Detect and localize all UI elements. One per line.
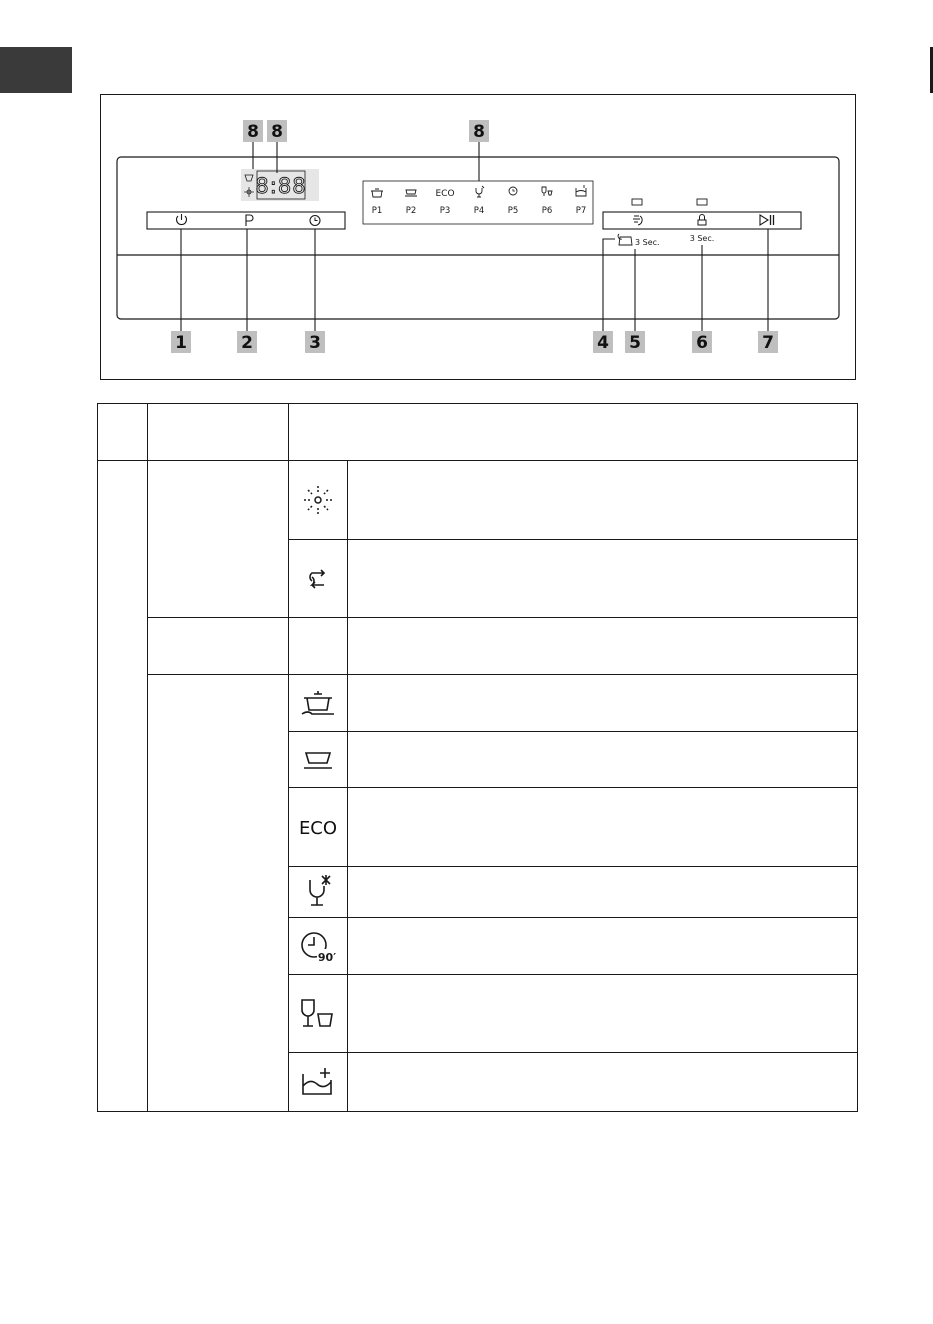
group-cell-programs (148, 675, 289, 1112)
header-cell-number (98, 404, 148, 461)
table-row (98, 675, 858, 732)
basin-sparkle-icon (576, 185, 586, 196)
glass-icon (300, 872, 336, 912)
pot-icon (298, 686, 338, 720)
control-panel-figure (100, 94, 856, 380)
clock-90-icon (298, 927, 338, 965)
program-label-p5: P5 (507, 206, 519, 216)
description-cell (348, 732, 858, 788)
group-cell-display (148, 618, 289, 675)
icon-cell (289, 461, 348, 540)
half-load-icon[interactable] (633, 216, 642, 225)
legend-table (97, 403, 858, 1112)
icon-cell (289, 918, 348, 975)
combo-reset-icon (618, 234, 632, 245)
clock-90-icon (509, 187, 517, 195)
callout-2: 2 (241, 333, 253, 353)
description-cell (348, 618, 858, 675)
leader-4 (603, 239, 615, 331)
eco-icon (296, 812, 340, 842)
icon-cell (289, 1053, 348, 1112)
program-icon[interactable] (246, 215, 253, 226)
callout-8b: 8 (271, 122, 283, 142)
callout-1: 1 (175, 333, 187, 353)
callout-8a: 8 (247, 122, 259, 142)
icon-cell (289, 732, 348, 788)
program-label-p4: P4 (473, 206, 485, 216)
program-label-p1: P1 (371, 206, 383, 216)
number-cell (98, 461, 148, 1112)
glass-cup-icon (542, 187, 552, 196)
icon-cell (289, 975, 348, 1053)
header-cell-description (289, 404, 858, 461)
program-selector-box (363, 181, 593, 224)
icon-cell (289, 867, 348, 918)
eco-label: ECO (298, 818, 338, 839)
salt-indicator-icon (300, 561, 336, 597)
program-label-p7: P7 (575, 206, 587, 216)
description-cell (348, 867, 858, 918)
description-cell (348, 461, 858, 540)
description-cell (348, 675, 858, 732)
delay-timer-icon[interactable] (310, 216, 320, 226)
rinse-aid-icon (300, 482, 336, 518)
callout-7: 7 (762, 333, 774, 353)
quick-time-label: 90′ (317, 951, 337, 964)
program-label-p2: P2 (405, 206, 417, 216)
half-load-lamp (632, 199, 642, 205)
program-label-p6: P6 (541, 206, 553, 216)
child-lock-icon[interactable] (698, 215, 706, 226)
callout-5: 5 (629, 333, 641, 353)
plate-icon (298, 745, 338, 775)
header-cell-name (148, 404, 289, 461)
description-cell (348, 975, 858, 1053)
description-cell (348, 1053, 858, 1112)
program-label-p3: P3 (439, 206, 451, 216)
glass-icon (476, 186, 484, 197)
icon-cell (289, 540, 348, 618)
control-panel-diagram (101, 95, 857, 381)
display-digits: 8:88 (255, 174, 307, 198)
table-header-row (98, 404, 858, 461)
description-cell (348, 788, 858, 867)
callout-3: 3 (309, 333, 321, 353)
pot-icon (371, 189, 383, 197)
child-lock-lamp (697, 199, 707, 205)
table-row (98, 461, 858, 540)
table-row (98, 618, 858, 675)
callout-8c: 8 (473, 122, 485, 142)
hold-label-6: 3 Sec. (689, 234, 715, 243)
group-cell-indicators (148, 461, 289, 618)
icon-cell (289, 618, 348, 675)
eco-mini-label: ECO (435, 189, 455, 199)
page-corner-tab (0, 47, 72, 93)
description-cell (348, 540, 858, 618)
description-cell (348, 918, 858, 975)
start-pause-icon[interactable] (760, 215, 774, 225)
plate-icon (405, 190, 417, 196)
basin-sparkle-icon (298, 1064, 338, 1100)
glass-cup-icon (298, 996, 338, 1032)
callout-6: 6 (696, 333, 708, 353)
callout-4: 4 (597, 333, 609, 353)
hold-label-5: 3 Sec. (635, 238, 660, 247)
power-icon[interactable] (177, 214, 187, 225)
icon-cell (289, 788, 348, 867)
icon-cell (289, 675, 348, 732)
